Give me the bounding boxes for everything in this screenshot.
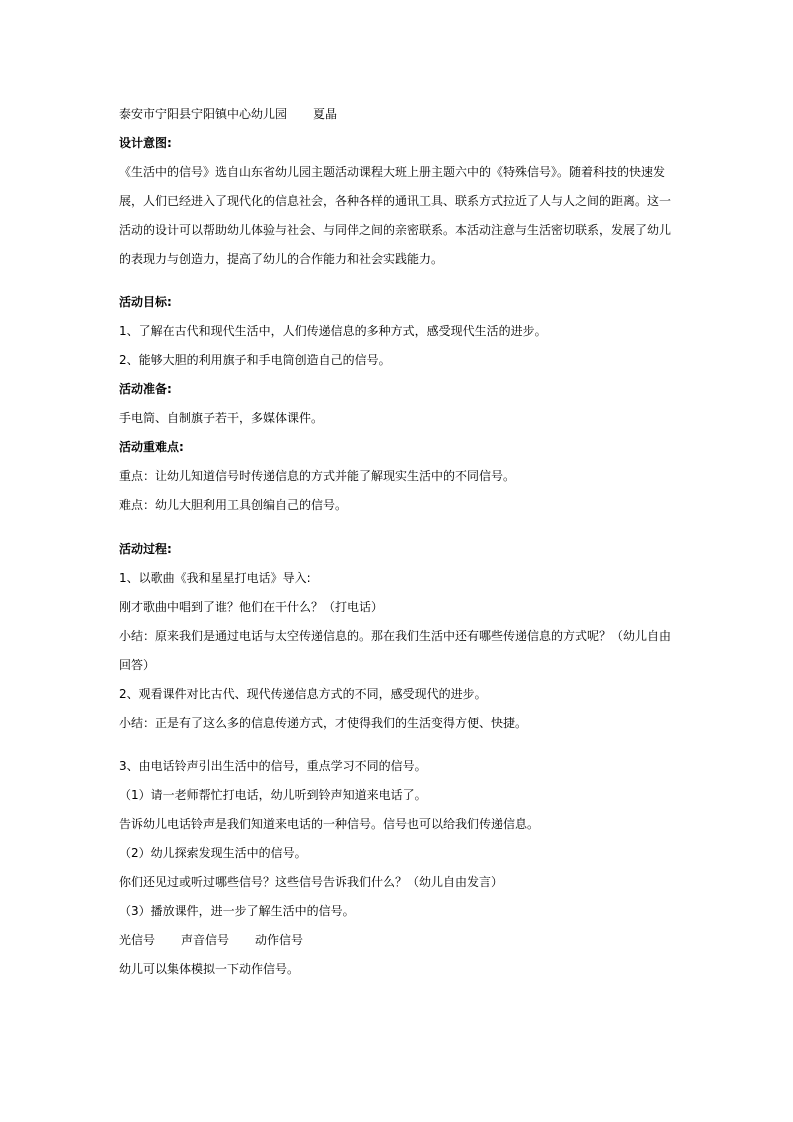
process-line: 告诉幼儿电话铃声是我们知道来电话的一种信号。信号也可以给我们传递信息。 — [119, 817, 540, 831]
process-line: 小结：正是有了这么多的信息传递方式，才使得我们的生活变得方便、快捷。 — [119, 716, 528, 730]
preparation-text: 手电筒、自制旗子若干，多媒体课件。 — [119, 411, 324, 425]
process-line: 小结：原来我们是通过电话与太空传递信息的。那在我们生活中还有哪些传递信息的方式呢？（幼儿自由 — [119, 629, 672, 643]
paragraph-line: 展，人们已经进入了现代化的信息社会，各种各样的通讯工具、联系方式拉近了人与人之间的距离。这一 — [119, 194, 672, 208]
signal-action: 动作信号 — [255, 933, 304, 947]
process-heading: 活动过程: — [119, 542, 172, 556]
process-line: 3、由电话铃声引出生活中的信号，重点学习不同的信号。 — [119, 759, 427, 773]
document-body — [119, 100, 679, 984]
closing-line: 幼儿可以集体模拟一下动作信号。 — [119, 962, 300, 976]
author-name: 夏晶 — [313, 107, 338, 121]
signals-line — [119, 926, 679, 955]
paragraph-line: 活动的设计可以帮助幼儿体验与社会、与同伴之间的亲密联系。本活动注意与生活密切联系，发展了幼儿 — [119, 223, 672, 237]
process-line: （3）播放课件，进一步了解生活中的信号。 — [119, 904, 355, 918]
process-line: 回答） — [119, 658, 156, 672]
goal-item: 2、能够大胆的利用旗子和手电筒创造自己的信号。 — [119, 353, 391, 367]
preparation-heading: 活动准备: — [119, 382, 172, 396]
paragraph-line: 的表现力与创造力，提高了幼儿的合作能力和社会实践能力。 — [119, 252, 444, 266]
key-point-item: 难点：幼儿大胆利用工具创编自己的信号。 — [119, 498, 348, 512]
process-line: 刚才歌曲中唱到了谁？他们在干什么？（打电话） — [119, 600, 384, 614]
paragraph-line: 《生活中的信号》选自山东省幼儿园主题活动课程大班上册主题六中的《特殊信号》。随着科技的快速发 — [119, 165, 666, 179]
school-name: 泰安市宁阳县宁阳镇中心幼儿园 — [119, 107, 288, 121]
signal-sound: 声音信号 — [181, 933, 230, 947]
key-point-item: 重点：让幼儿知道信号时传递信息的方式并能了解现实生活中的不同信号。 — [119, 469, 516, 483]
key-points-heading: 活动重难点: — [119, 440, 184, 454]
process-line: 你们还见过或听过哪些信号？这些信号告诉我们什么？（幼儿自由发言） — [119, 875, 504, 889]
process-line: 1、以歌曲《我和星星打电话》导入: — [119, 571, 311, 585]
header-line — [119, 100, 679, 129]
design-intent-heading: 设计意图: — [119, 136, 172, 150]
goal-item: 1、了解在古代和现代生活中，人们传递信息的多种方式，感受现代生活的进步。 — [119, 324, 547, 338]
signal-light: 光信号 — [119, 933, 156, 947]
process-line: （2）幼儿探索发现生活中的信号。 — [119, 846, 307, 860]
process-line: （1）请一老师帮忙打电话，幼儿听到铃声知道来电话了。 — [119, 788, 427, 802]
process-line: 2、观看课件对比古代、现代传递信息方式的不同，感受现代的进步。 — [119, 687, 487, 701]
goals-heading: 活动目标: — [119, 295, 172, 309]
